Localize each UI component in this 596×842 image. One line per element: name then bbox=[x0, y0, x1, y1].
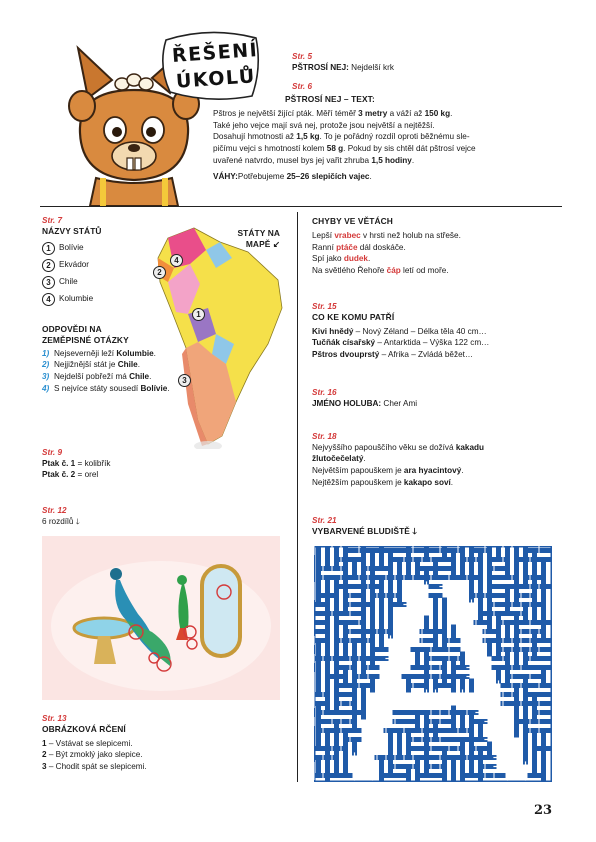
page-title-line2: ÚKOLŮ bbox=[175, 65, 257, 93]
number-badge: 3 bbox=[42, 276, 55, 289]
p13-block bbox=[42, 714, 147, 773]
number-badge: 2 bbox=[42, 259, 55, 272]
differences-count: 6 rozdílů 🡓 bbox=[42, 516, 80, 526]
question-item: 1) Nejseverněji leží Kolumbie. bbox=[42, 348, 156, 358]
sentence: Lepší vrabec v hrsti než holub na střeše. bbox=[312, 230, 461, 240]
question-item: 3) Nejdelší pobřeží má Chile. bbox=[42, 372, 152, 382]
map-marker: 1 bbox=[192, 308, 205, 321]
saying-item: 1 – Vstávat se slepicemi. bbox=[42, 738, 133, 748]
text-part: Pštros je největší žijící pták. Měří téměř bbox=[213, 109, 359, 118]
p18-block bbox=[312, 432, 484, 488]
question-item: 4) S nejvíce státy sousedí Bolívie. bbox=[42, 383, 170, 393]
page-ref: Str. 21 bbox=[312, 516, 337, 525]
p21-block bbox=[312, 516, 417, 538]
heading: CHYBY VE VĚTÁCH bbox=[312, 216, 393, 226]
p7-block bbox=[42, 216, 162, 308]
divider-horizontal bbox=[40, 206, 562, 207]
p6-block bbox=[292, 82, 312, 92]
heading: NÁZVY STÁTŮ bbox=[42, 225, 102, 236]
heading: ODPOVĚDI NA ZEMĚPISNÉ OTÁZKY bbox=[42, 324, 129, 345]
peacock-differences-image bbox=[42, 536, 280, 700]
map-marker: 4 bbox=[170, 254, 183, 267]
p5-block bbox=[292, 52, 394, 73]
heading: PŠTROSÍ NEJ: bbox=[292, 62, 349, 72]
state-name: Chile bbox=[59, 277, 78, 287]
answer: Nejdelší krk bbox=[348, 62, 394, 72]
page-number: 23 bbox=[534, 803, 553, 818]
match-item: Tučňák císařský – Antarktida – Výška 122 cm… bbox=[312, 338, 490, 348]
number-badge: 1 bbox=[42, 242, 55, 255]
heading: OBRÁZKOVÁ RČENÍ bbox=[42, 723, 126, 734]
heading: VYBARVENÉ BLUDIŠTĚ 🡓 bbox=[312, 525, 417, 536]
value: 58 g bbox=[326, 143, 344, 153]
title-bubble bbox=[158, 30, 262, 102]
parrot-line: žlutočečelatý. bbox=[312, 454, 366, 464]
state-name: Bolívie bbox=[59, 243, 84, 253]
sentence: Ranní ptáče dál doskáče. bbox=[312, 242, 406, 252]
sentence: Na světlého Řehoře čáp letí od moře. bbox=[312, 265, 449, 275]
state-item bbox=[42, 257, 162, 274]
page-ref: Str. 13 bbox=[42, 714, 67, 723]
question-item: 2) Nejjižnější stát je Chile. bbox=[42, 360, 141, 370]
errors-block bbox=[312, 216, 461, 276]
paragraph-line: pičímu vejci s hmotností kolem 58 g. Pokud by sis chtěl dát pštrosí vejce bbox=[213, 143, 476, 153]
p9-block bbox=[42, 448, 111, 481]
page-ref: Str. 6 bbox=[292, 82, 313, 91]
page-ref: Str. 9 bbox=[42, 448, 63, 457]
colored-maze bbox=[314, 546, 552, 782]
p16-block bbox=[312, 388, 417, 409]
match-item: Kivi hnědý – Nový Zéland – Délka těla 40 cm… bbox=[312, 326, 487, 336]
saying-item: 2 – Být zmoklý jako slepice. bbox=[42, 750, 143, 760]
value: 3 metry bbox=[358, 109, 388, 118]
paragraph-line: Také jeho vejce mají svá nej, protože jsou největší a nejtěžší. bbox=[213, 120, 435, 130]
heading: CO KE KOMU PATŘÍ bbox=[312, 311, 395, 322]
questions-block bbox=[42, 324, 180, 394]
page-title-line1: ŘEŠENÍ bbox=[171, 39, 259, 67]
state-name: Kolumbie bbox=[59, 294, 94, 304]
heading: JMÉNO HOLUBA: bbox=[312, 398, 382, 408]
map-label: STÁTY NA MAPĚ ↙ bbox=[237, 228, 280, 249]
page-ref: Str. 15 bbox=[312, 302, 337, 311]
heading: VÁHY: bbox=[213, 172, 238, 182]
answer: Cher Ami bbox=[381, 398, 418, 408]
value: 1,5 hodiny bbox=[371, 155, 412, 165]
page-ref: Str. 7 bbox=[42, 216, 63, 225]
state-item bbox=[42, 240, 162, 257]
ostrich-paragraph bbox=[213, 108, 573, 183]
sentence: Spí jako dudek. bbox=[312, 254, 371, 264]
value: 150 kg bbox=[424, 109, 451, 118]
parrot-line: Největším papouškem je ara hyacintový. bbox=[312, 466, 464, 476]
map-marker: 2 bbox=[153, 266, 166, 279]
page-ref: Str. 18 bbox=[312, 432, 337, 441]
state-item bbox=[42, 274, 162, 291]
parrot-line: Nejtěžším papouškem je kakapo soví. bbox=[312, 477, 454, 487]
value: 1,5 kg bbox=[296, 132, 320, 142]
page-ref: Str. 12 bbox=[42, 506, 67, 515]
state-name: Ekvádor bbox=[59, 260, 90, 270]
map-marker: 3 bbox=[178, 374, 191, 387]
bird-answer: Ptak č. 2 = orel bbox=[42, 470, 99, 480]
number-badge: 4 bbox=[42, 293, 55, 306]
p12-block bbox=[42, 506, 80, 527]
parrot-line: Nejvyššího papouščího věku se dožívá kakadu bbox=[312, 442, 485, 452]
weights-line: VÁHY:Potřebujeme 25–26 slepičích vajec. bbox=[213, 172, 372, 182]
page-ref: Str. 16 bbox=[312, 388, 337, 397]
page-ref: Str. 5 bbox=[292, 52, 313, 61]
divider-vertical bbox=[297, 212, 298, 782]
p15-block bbox=[312, 302, 489, 361]
paragraph-line: uvařené natvrdo, musel bys jej vařit zhruba 1,5 hodiny. bbox=[213, 155, 415, 165]
paragraph-line: Dosahují hmotnosti až 1,5 kg. To je pořádný rozdíl oproti běžnému sle- bbox=[213, 132, 470, 142]
p6-heading: PŠTROSÍ NEJ – TEXT: bbox=[285, 94, 375, 104]
saying-item: 3 – Chodit spát se slepicemi. bbox=[42, 762, 147, 772]
match-item: Pštros dvouprstý – Afrika – Zvládá běžet… bbox=[312, 350, 474, 360]
bird-answer: Ptak č. 1 = kolibřík bbox=[42, 458, 111, 468]
state-item bbox=[42, 291, 162, 308]
paragraph-line: Pštros je největší žijící pták. Měří téměř 3 metry a váží až 150 kg. bbox=[213, 109, 453, 118]
